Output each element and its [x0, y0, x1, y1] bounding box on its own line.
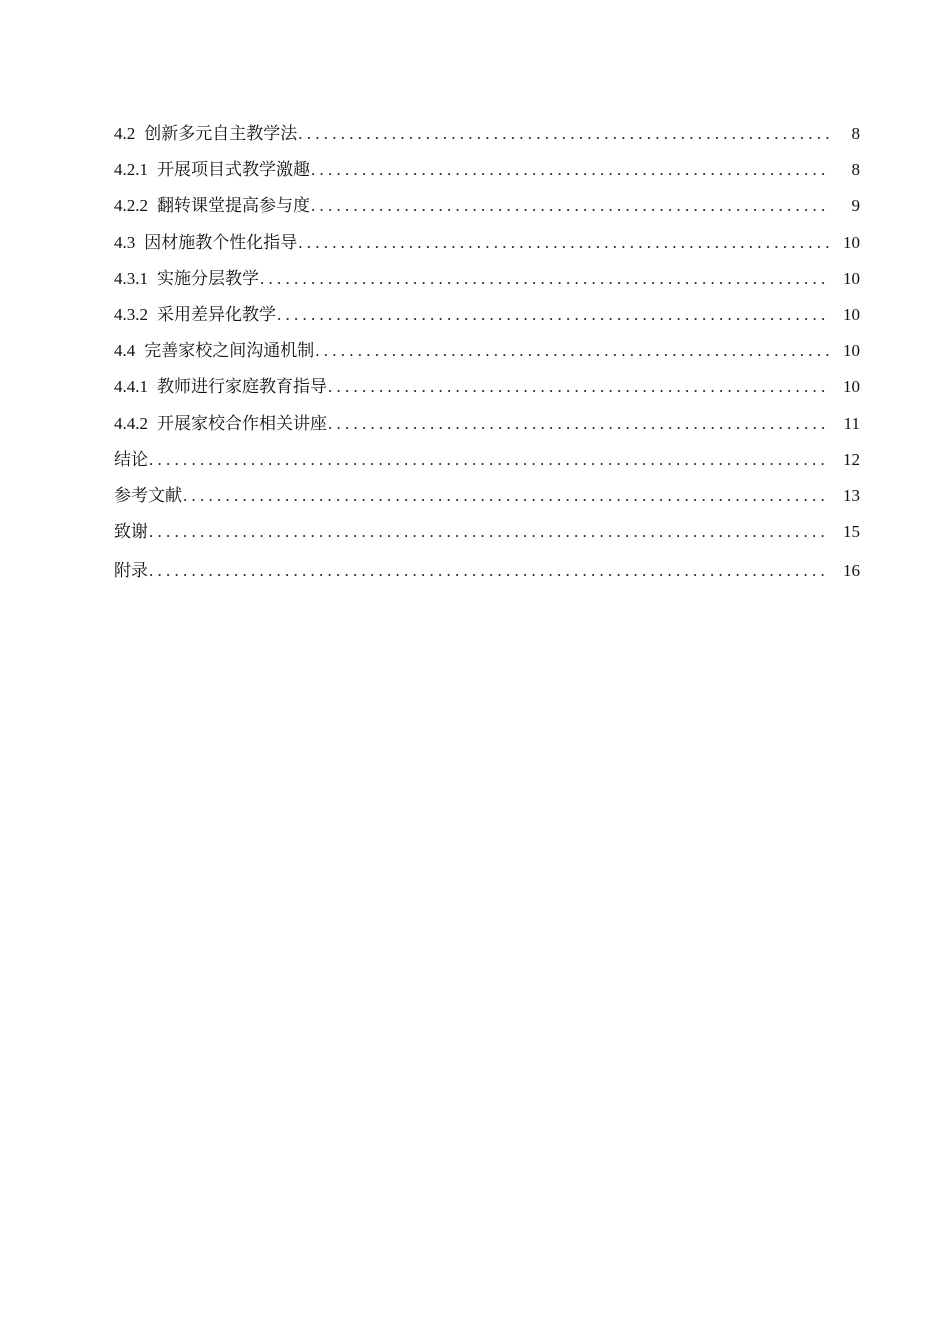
toc-entry-title: 附录: [114, 561, 148, 581]
toc-dot-leader: [328, 369, 830, 405]
toc-entry-title: 结论: [114, 449, 148, 469]
toc-entry[interactable]: [114, 406, 860, 442]
toc-entry-page: 16: [843, 561, 860, 581]
toc-entry[interactable]: [114, 478, 860, 514]
toc-entry-number: 4.3.2: [114, 304, 148, 324]
toc-entry-page: 10: [843, 341, 860, 361]
toc-entry-number: 4.2: [114, 124, 136, 143]
toc-entry-title: 开展家校合作相关讲座: [157, 413, 327, 433]
toc-entry-page: 10: [843, 304, 860, 324]
toc-dot-leader: [149, 514, 830, 550]
toc-entry[interactable]: [114, 550, 860, 592]
toc-entry[interactable]: [114, 333, 860, 369]
toc-entry-page: 9: [851, 196, 860, 216]
toc-dot-leader: [149, 550, 830, 592]
toc-entry-page: 10: [843, 268, 860, 288]
toc-entry-title: 创新多元自主教学法: [144, 124, 298, 143]
toc-entry-number: 4.4: [114, 341, 136, 361]
toc-entry-number: 4.3.1: [114, 268, 148, 288]
toc-entry[interactable]: [114, 514, 860, 550]
toc-dot-leader: [149, 442, 830, 478]
toc-entry-title: 采用差异化教学: [157, 304, 276, 324]
toc-entry-number: 4.4.2: [114, 413, 148, 433]
toc-entry-title: 实施分层教学: [157, 268, 259, 288]
toc-dot-leader: [311, 188, 830, 224]
toc-entry[interactable]: [114, 225, 860, 261]
toc-entry[interactable]: [114, 261, 860, 297]
toc-entry-number: 4.4.1: [114, 377, 148, 397]
toc-entry-title: 完善家校之间沟通机制: [144, 341, 315, 361]
toc-entry-title: 翻转课堂提高参与度: [157, 196, 310, 216]
toc-entry[interactable]: [114, 188, 860, 224]
toc-dot-leader: [298, 225, 830, 261]
table-of-contents: [114, 116, 860, 592]
toc-dot-leader: [315, 333, 830, 369]
toc-entry[interactable]: [114, 369, 860, 405]
toc-entry-number: 4.3: [114, 232, 136, 252]
toc-entry[interactable]: [114, 152, 860, 188]
toc-entry-title: 教师进行家庭教育指导: [157, 377, 327, 397]
toc-entry-page: 10: [843, 232, 860, 252]
toc-entry[interactable]: [114, 442, 860, 478]
toc-entry-page: 8: [851, 160, 860, 180]
toc-entry-page: 11: [843, 413, 860, 433]
toc-entry-title: 因材施教个性化指导: [144, 232, 298, 252]
toc-dot-leader: [260, 261, 830, 297]
toc-entry[interactable]: [114, 297, 860, 333]
toc-entry[interactable]: [114, 116, 860, 152]
toc-entry-title: 开展项目式教学激趣: [157, 160, 310, 180]
toc-dot-leader: [328, 406, 830, 442]
toc-entry-number: 4.2.1: [114, 160, 148, 180]
toc-entry-page: 8: [851, 124, 860, 143]
toc-dot-leader: [298, 116, 830, 152]
toc-entry-title: 参考文献: [114, 485, 182, 505]
toc-dot-leader: [183, 478, 830, 514]
toc-entry-number: 4.2.2: [114, 196, 148, 216]
toc-dot-leader: [277, 297, 830, 333]
toc-entry-title: 致谢: [114, 522, 148, 542]
toc-entry-page: 12: [843, 449, 860, 469]
toc-dot-leader: [311, 152, 830, 188]
toc-entry-page: 10: [843, 377, 860, 397]
toc-entry-page: 15: [843, 522, 860, 542]
toc-entry-page: 13: [843, 485, 860, 505]
